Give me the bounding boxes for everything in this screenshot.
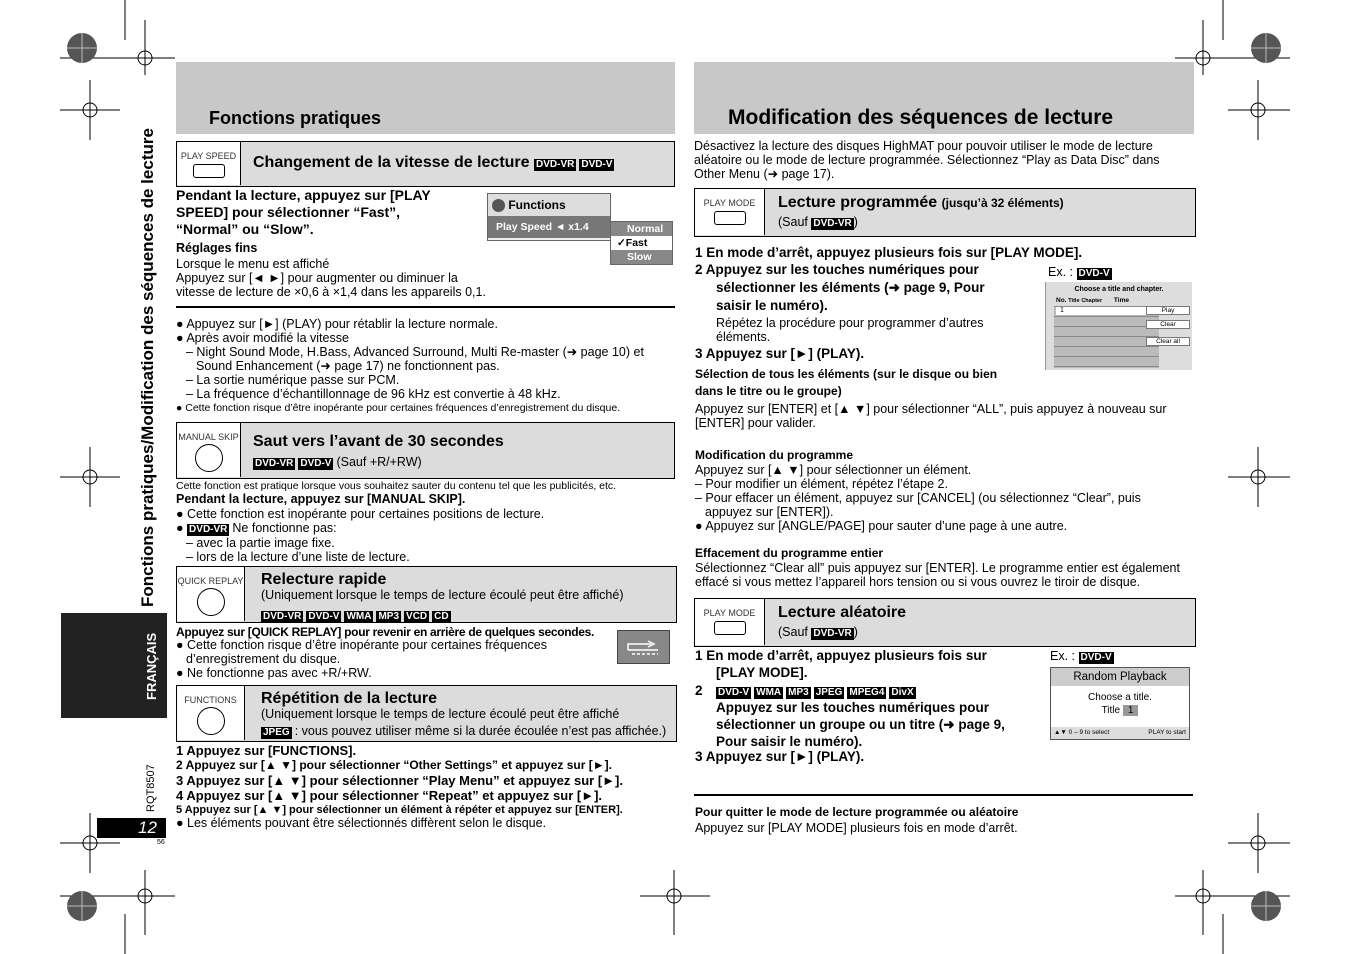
program-play-button: Play xyxy=(1146,306,1190,315)
random-sauf: (Sauf DVD-VR ) xyxy=(778,625,858,639)
replay-title: Relecture rapide xyxy=(261,571,387,588)
random-header xyxy=(694,598,1196,647)
program-clear-button: Clear xyxy=(1146,320,1190,329)
program-example-label: Ex. : DVD-V xyxy=(1048,265,1110,279)
osd-speed-row: Play Speed ◄ x1.4 xyxy=(488,216,610,238)
osd-functions-row: Functions xyxy=(488,194,610,216)
badge-dvd-v: DVD-V xyxy=(581,159,613,170)
quick-replay-label: QUICK REPLAY xyxy=(177,576,244,586)
program-step-1: 1 En mode d’arrêt, appuyez plusieurs fois sur [PLAY MODE]. xyxy=(695,245,1083,260)
section-title: Fonctions pratiques xyxy=(209,108,382,128)
program-screen-rows xyxy=(1054,306,1159,368)
right-title: Modification des séquences de lecture xyxy=(728,106,1114,129)
quick-replay-button-icon xyxy=(197,588,225,616)
replay-badges: DVD-VR DVD-V WMA MP3 VCD CD xyxy=(263,611,449,622)
erase-title: Effacement du programme entier xyxy=(695,546,884,560)
repeat-subtitle-2: JPEG : vous pouvez utiliser même si la durée écoulée n’est pas affichée.) xyxy=(263,724,667,738)
program-screen-cols: No. Title Chapter Time xyxy=(1056,297,1129,304)
osd-slow: Slow xyxy=(627,251,652,263)
repeat-header xyxy=(176,685,677,742)
play-mode-button-icon-2 xyxy=(714,621,746,635)
replay-header xyxy=(176,566,677,623)
badge-dvd-vr: DVD-VR xyxy=(536,159,575,170)
play-mode-label-2: PLAY MODE xyxy=(703,608,756,618)
play-speed-label: PLAY SPEED xyxy=(180,151,237,161)
replay-notes: ● Cette fonction risque d’être inopérante pour certaines fréquences d’enregistrement du disque. ● Ne fonctionne pas avec +R/+RW. xyxy=(176,638,547,680)
repeat-steps: 1 Appuyez sur [FUNCTIONS]. 2 Appuyez sur [▲ ▼] pour sélectionner “Other Settings” et appuyez sur [►]. 3 Appuyez sur [▲ ▼] pour sélectionner “Play Menu” et appuyez sur [►]. 4 Appuyez sur [▲ ▼] pour sélectionner “Repeat” et appuyez sur [►]. 5 Appuyez sur [▲ ▼] pour sélectionner un élément à répéter et appuyez sur [ENTER]. xyxy=(176,743,623,816)
replay-osd-icon xyxy=(617,630,670,664)
modify-text: Appuyez sur [▲ ▼] pour sélectionner un élément. – Pour modifier un élément, répétez l’étape 2. – Pour effacer un élément, appuyez sur [CANCEL] (ou sélectionnez “Clear”, puis appuyez sur [ENTER]). ● Appuyez sur [ANGLE/PAGE] pour sauter d’une page à une autre. xyxy=(695,463,1141,533)
random-screen xyxy=(1050,667,1190,740)
manual-skip-button-icon xyxy=(195,444,223,472)
random-example-label: Ex. : DVD-V xyxy=(1050,649,1112,663)
select-all-title: Sélection de tous les éléments (sur le disque ou bien dans le titre ou le groupe) xyxy=(695,367,998,398)
random-title: Lecture aléatoire xyxy=(778,604,907,621)
program-clear-all-button: Clear all xyxy=(1146,337,1190,346)
repeat-note: ● Les éléments pouvant être sélectionnés diffèrent selon le disque. xyxy=(176,816,547,830)
random-icon-box xyxy=(695,599,765,645)
osd-normal: Normal xyxy=(627,223,664,235)
program-step-3: 3 Appuyez sur [►] (PLAY). xyxy=(695,346,865,361)
select-all-text: Appuyez sur [ENTER] et [▲ ▼] pour sélectionner “ALL”, puis appuyez à nouveau sur [ENTER] pour valider. xyxy=(695,402,1167,430)
play-speed-button-icon xyxy=(193,164,225,178)
speed-instruction: Pendant la lecture, appuyez sur [PLAY SPEED] pour sélectionner “Fast”, “Normal” ou “Slow”. xyxy=(176,187,431,237)
program-icon-box xyxy=(695,189,765,235)
speed-header xyxy=(176,141,675,187)
side-title: Fonctions pratiques/Modification des séquences de lecture xyxy=(138,128,157,607)
functions-icon xyxy=(492,199,505,212)
play-mode-button-icon xyxy=(714,211,746,225)
program-screen xyxy=(1045,282,1192,370)
program-step-2-note: Répétez la procédure pour programmer d’autres éléments. xyxy=(716,316,984,344)
language-tab-label: FRANÇAIS xyxy=(144,632,159,700)
program-screen-title: Choose a title and chapter. xyxy=(1074,286,1164,293)
program-step-2: 2 Appuyez sur les touches numériques pour sélectionner les éléments (➜ page 9, Pour saisir le numéro). xyxy=(695,262,985,313)
random-step-3: 3 Appuyez sur [►] (PLAY). xyxy=(695,749,865,764)
skip-notes: ● Cette fonction est inopérante pour certaines positions de lecture. ● DVD-VR Ne fonctionne pas: – avec la partie image fixe. – lors de la lecture d’une liste de lecture. xyxy=(176,507,545,564)
random-step-2: 2 DVD-V WMA MP3 JPEG MPEG4 DivX Appuyez sur les touches numériques pour sélectionner un groupe ou un titre (➜ page 9, Pour saisir le numéro). xyxy=(695,683,1005,749)
random-screen-title: Random Playback xyxy=(1051,668,1189,686)
speed-osd xyxy=(487,193,611,241)
replay-icon-box xyxy=(177,567,245,621)
right-intro: Désactivez la lecture des disques HighMAT pour pouvoir utiliser le mode de lecture aléatoire ou le mode de lecture programmée. Sélectionnez “Play as Data Disc” dans Other Menu (➜ page 17). xyxy=(694,139,1160,181)
repeat-icon-box xyxy=(177,686,245,740)
replay-subtitle: (Uniquement lorsque le temps de lecture écoulé peut être affiché) xyxy=(261,588,624,602)
random-screen-footer: ▲▼ 0 – 9 to select PLAY to start xyxy=(1051,727,1189,739)
functions-button-icon xyxy=(197,707,225,735)
repeat-subtitle: (Uniquement lorsque le temps de lecture écoulé peut être affiché xyxy=(261,707,620,721)
manual-skip-label: MANUAL SKIP xyxy=(178,432,239,442)
doc-code: RQT8507 xyxy=(145,764,157,812)
skip-intro: Cette fonction est pratique lorsque vous souhaitez sauter du contenu tel que les publicités, etc. xyxy=(176,480,617,492)
page-number: 12 xyxy=(138,818,157,837)
random-screen-input: Title 1 xyxy=(1051,705,1189,716)
quit-title: Pour quitter le mode de lecture programmée ou aléatoire xyxy=(695,805,1019,819)
speed-title: Changement de la vitesse de lecture DVD-VR DVD-V xyxy=(253,154,613,171)
program-header xyxy=(694,188,1196,237)
replay-instruction: Appuyez sur [QUICK REPLAY] pour revenir en arrière de quelques secondes. xyxy=(176,625,595,639)
skip-icon-box xyxy=(177,423,241,477)
program-sauf: (Sauf DVD-VR ) xyxy=(778,215,858,229)
repeat-title: Répétition de la lecture xyxy=(261,690,438,707)
osd-speed-list xyxy=(610,221,673,265)
replay-arrow-icon xyxy=(618,631,669,663)
rule-quit xyxy=(694,794,1193,796)
speed-icon-box xyxy=(177,142,241,185)
rule-speed xyxy=(176,306,675,308)
modify-title: Modification du programme xyxy=(695,448,854,462)
quit-text: Appuyez sur [PLAY MODE] plusieurs fois en mode d’arrêt. xyxy=(695,821,1018,835)
erase-text: Sélectionnez “Clear all” puis appuyez sur [ENTER]. Le programme entier est également effacé si vous mettez l’appareil hors tension ou si vous ouvrez le tiroir de disque. xyxy=(695,561,1180,589)
speed-notes: ● Appuyez sur [►] (PLAY) pour rétablir la lecture normale. ● Après avoir modifié la vitesse – Night Sound Mode, H.Bass, Advanced Surround, Multi Re-master (➜ page 10) et Sound Enhancement (➜ page 17) ne fonctionnent pas. – La sortie numérique passe sur PCM. – La fréquence d’échantillonnage de 96 kHz est convertie à 48 kHz. ● Cette fonction risque d’être inopérante pour certaines fréquences d’enregistrement du disque. xyxy=(176,317,644,414)
skip-instruction: Pendant la lecture, appuyez sur [MANUAL SKIP]. xyxy=(176,492,466,506)
play-mode-label: PLAY MODE xyxy=(703,198,756,208)
program-title: Lecture programmée (jusqu’à 32 éléments) xyxy=(778,194,1064,211)
skip-header xyxy=(176,422,675,479)
osd-fast: ✓Fast xyxy=(611,236,672,250)
skip-badges: DVD-VR DVD-V (Sauf +R/+RW) xyxy=(255,455,422,469)
functions-label: FUNCTIONS xyxy=(184,695,237,705)
fine-text: Lorsque le menu est affiché Appuyez sur [◄ ►] pour augmenter ou diminuer la vitesse de lecture de ×0,6 à ×1,4 dans les appareils 0,1. xyxy=(176,257,486,299)
small-page-number: 56 xyxy=(157,839,165,846)
skip-title: Saut vers l’avant de 30 secondes xyxy=(253,433,504,450)
random-screen-choose: Choose a title. xyxy=(1088,692,1152,703)
random-step-1: 1 En mode d’arrêt, appuyez plusieurs fois sur [PLAY MODE]. xyxy=(695,648,987,680)
fine-title: Réglages fins xyxy=(176,241,258,255)
program-screen-row1: 1 xyxy=(1056,307,1150,315)
